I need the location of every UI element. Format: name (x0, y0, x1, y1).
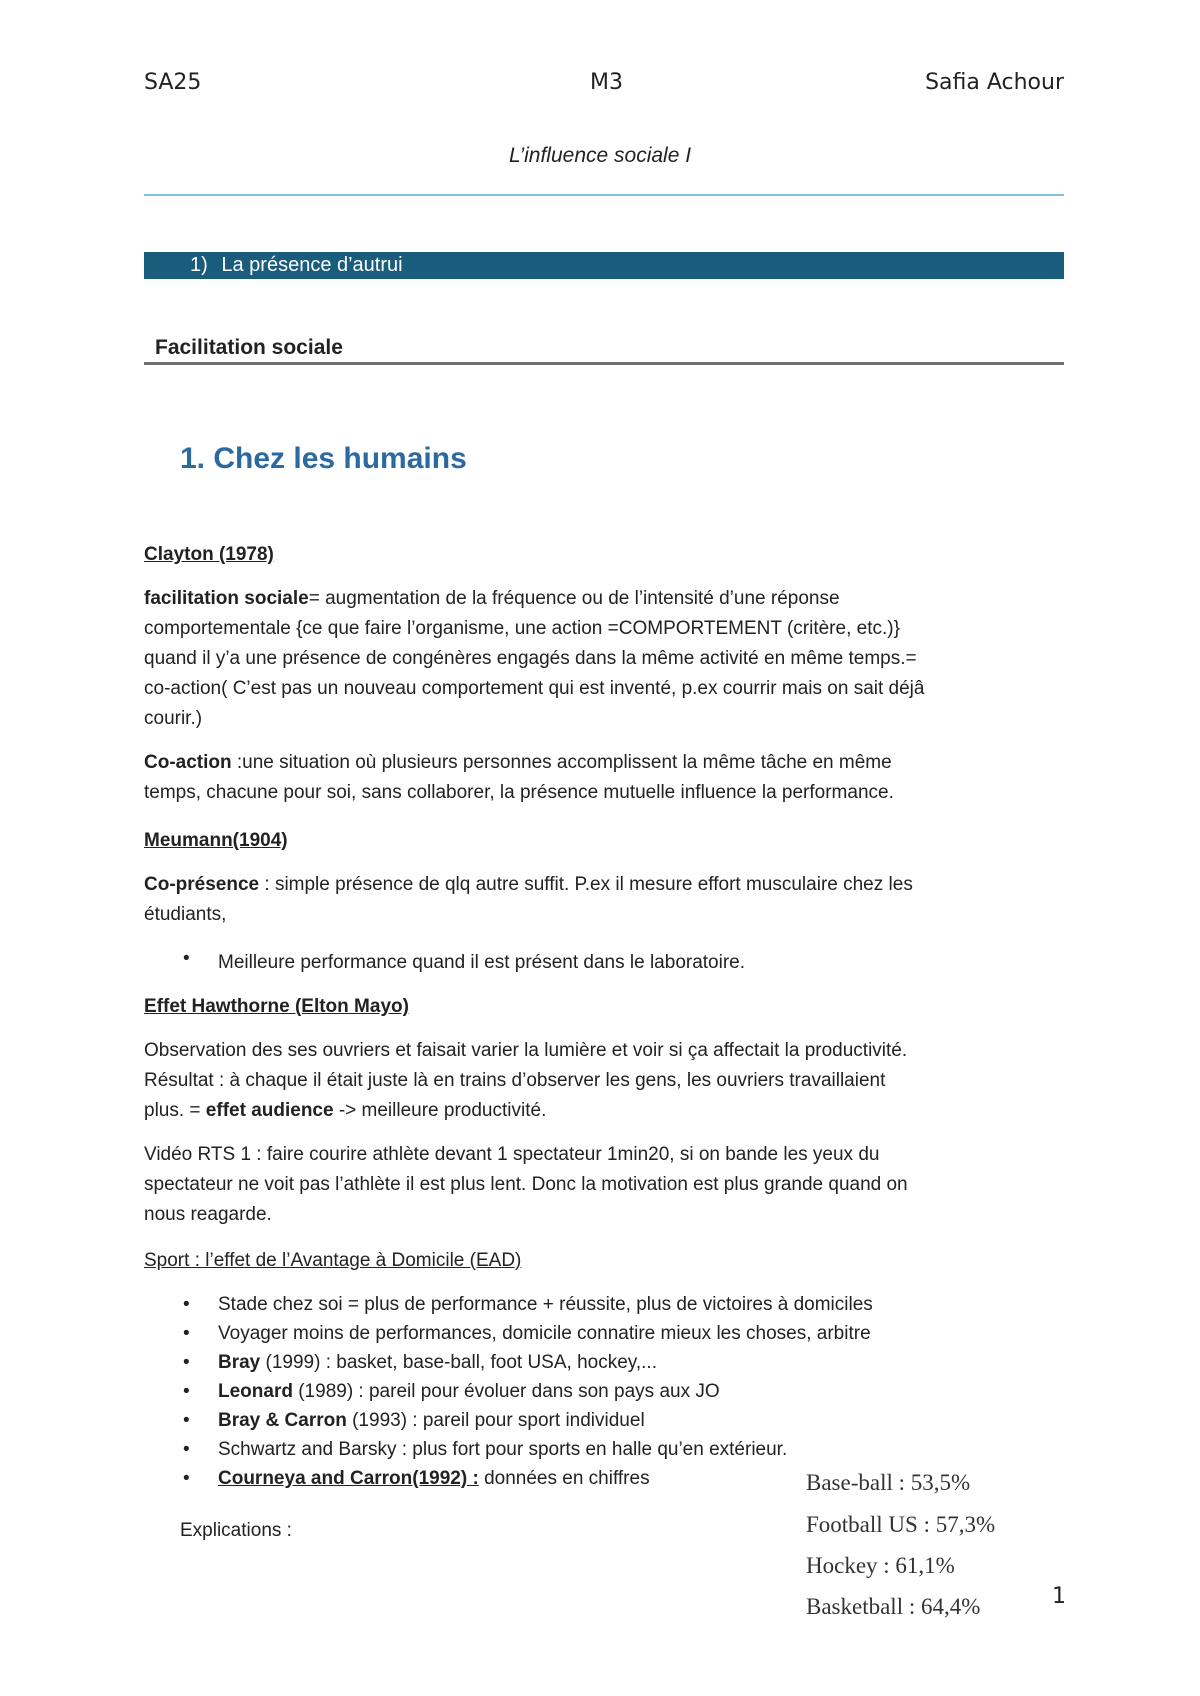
explications-label: Explications : (180, 1520, 292, 1541)
section-title: La présence d’autrui (221, 254, 403, 276)
sport-title-text: Sport : l’effet de l’Avantage à Domicile (EAD) (144, 1250, 522, 1271)
sport-bullet (218, 1464, 650, 1494)
sport-bullet-bold: Courneya and Carron(1992) : (218, 1468, 479, 1489)
bullet-icon: • (183, 948, 190, 969)
coaction-line: :une situation où plusieurs personnes accomplissent la même tâche en même (231, 752, 892, 773)
hawthorne-line3-pre: plus. = (144, 1100, 206, 1121)
header-left: SA25 (144, 70, 202, 95)
clayton-term: facilitation sociale (144, 588, 309, 609)
stat-hockey: Hockey : 61,1% (806, 1553, 955, 1578)
bullet-icon: • (183, 1468, 190, 1489)
coaction-term: Co-action (144, 752, 232, 773)
stat-baseball: Base-ball : 53,5% (806, 1470, 971, 1495)
sport-bullet-text: (1999) : basket, base-ball, foot USA, hockey,... (260, 1352, 657, 1373)
sport-bullet (218, 1406, 645, 1436)
meumann-paragraph (144, 870, 1059, 930)
title-divider (144, 194, 1064, 196)
sport-bullet-bold: Leonard (218, 1381, 293, 1402)
hawthorne-line: Observation des ses ouvriers et faisait varier la lumière et voir si ça affectait la productivité. (144, 1040, 908, 1061)
video-line: nous reagarde. (144, 1204, 272, 1225)
coaction-line: temps, chacune pour soi, sans collaborer, la présence mutuelle influence la performance. (144, 782, 894, 803)
bullet-icon: • (183, 1323, 190, 1344)
clayton-line: courir.) (144, 708, 203, 729)
clayton-paragraph (144, 584, 1059, 734)
sport-bullet (218, 1290, 873, 1320)
sport-bullet (218, 1377, 720, 1407)
sport-bullet-bold: Bray (218, 1352, 261, 1373)
video-line: Vidéo RTS 1 : faire courire athlète devant 1 spectateur 1min20, si on bande les yeux du (144, 1144, 880, 1165)
effet-audience-term: effet audience (205, 1100, 334, 1121)
clayton-title-text: Clayton (1978) (144, 544, 274, 565)
meumann-title (144, 826, 1059, 856)
sport-title (144, 1246, 1059, 1276)
sport-bullet (218, 1435, 787, 1465)
hawthorne-title-text: Effet Hawthorne (Elton Mayo) (144, 996, 409, 1017)
clayton-line: = augmentation de la fréquence ou de l’intensité d’une réponse (308, 588, 840, 609)
subheading: Facilitation sociale (155, 336, 343, 359)
meumann-line: étudiants, (144, 904, 227, 925)
hawthorne-line3-post: -> meilleure productivité. (333, 1100, 547, 1121)
section-bar (144, 252, 1064, 279)
subheading-divider (144, 362, 1064, 365)
meumann-bullet: Meilleure performance quand il est présent dans le laboratoire. (218, 952, 746, 973)
clayton-line: co-action( C’est pas un nouveau comportement qui est inventé, p.ex courrir mais on sait déjâ (144, 678, 925, 699)
heading-1: 1. Chez les humains (180, 442, 467, 475)
sport-bullet-text: Schwartz and Barsky : plus fort pour sports en halle qu’en extérieur. (218, 1439, 788, 1460)
bullet-icon: • (183, 1294, 190, 1315)
page-number: 1 (1052, 1584, 1066, 1609)
bullet-icon: • (183, 1410, 190, 1431)
bullet-icon: • (183, 1352, 190, 1373)
sport-bullet-text: (1989) : pareil pour évoluer dans son pays aux JO (292, 1381, 720, 1402)
sport-bullet-text: données en chiffres (478, 1468, 650, 1489)
video-line: spectateur ne voit pas l’athlète il est plus lent. Donc la motivation est plus grande quand on (144, 1174, 908, 1195)
clayton-line: quand il y’a une présence de congénères engagés dans la même activité en même temps.= (144, 648, 917, 669)
sport-bullet-text: Stade chez soi = plus de performance + réussite, plus de victoires à domiciles (218, 1294, 873, 1315)
meumann-line: : simple présence de qlq autre suffit. P.ex il mesure effort musculaire chez les (259, 874, 913, 895)
sport-bullet (218, 1319, 871, 1349)
hawthorne-title (144, 992, 1059, 1022)
video-paragraph (144, 1140, 1059, 1230)
stat-football: Football US : 57,3% (806, 1512, 996, 1537)
coaction-paragraph (144, 748, 1059, 808)
header-right: Safia Achour (925, 70, 1064, 95)
copresence-term: Co-présence (144, 874, 260, 895)
sport-bullet-text: (1993) : pareil pour sport individuel (346, 1410, 645, 1431)
hawthorne-line: Résultat : à chaque il était juste là en trains d’observer les gens, les ouvriers travaillaient (144, 1070, 886, 1091)
sport-bullet-text: Voyager moins de performances, domicile connatire mieux les choses, arbitre (218, 1323, 871, 1344)
sport-bullet-bold: Bray & Carron (218, 1410, 347, 1431)
meumann-title-text: Meumann(1904) (144, 830, 288, 851)
document-title: L’influence sociale I (508, 144, 692, 167)
clayton-line: comportementale {ce que faire l’organisme, une action =COMPORTEMENT (critère, etc.)} (144, 618, 900, 639)
bullet-icon: • (183, 1439, 190, 1460)
sport-bullet (218, 1348, 657, 1378)
section-number: 1) (190, 254, 208, 276)
stat-basketball: Basketball : 64,4% (806, 1594, 981, 1619)
bullet-icon: • (183, 1381, 190, 1402)
clayton-title (144, 540, 1059, 570)
header-center: M3 (590, 70, 623, 95)
hawthorne-paragraph (144, 1036, 1059, 1126)
